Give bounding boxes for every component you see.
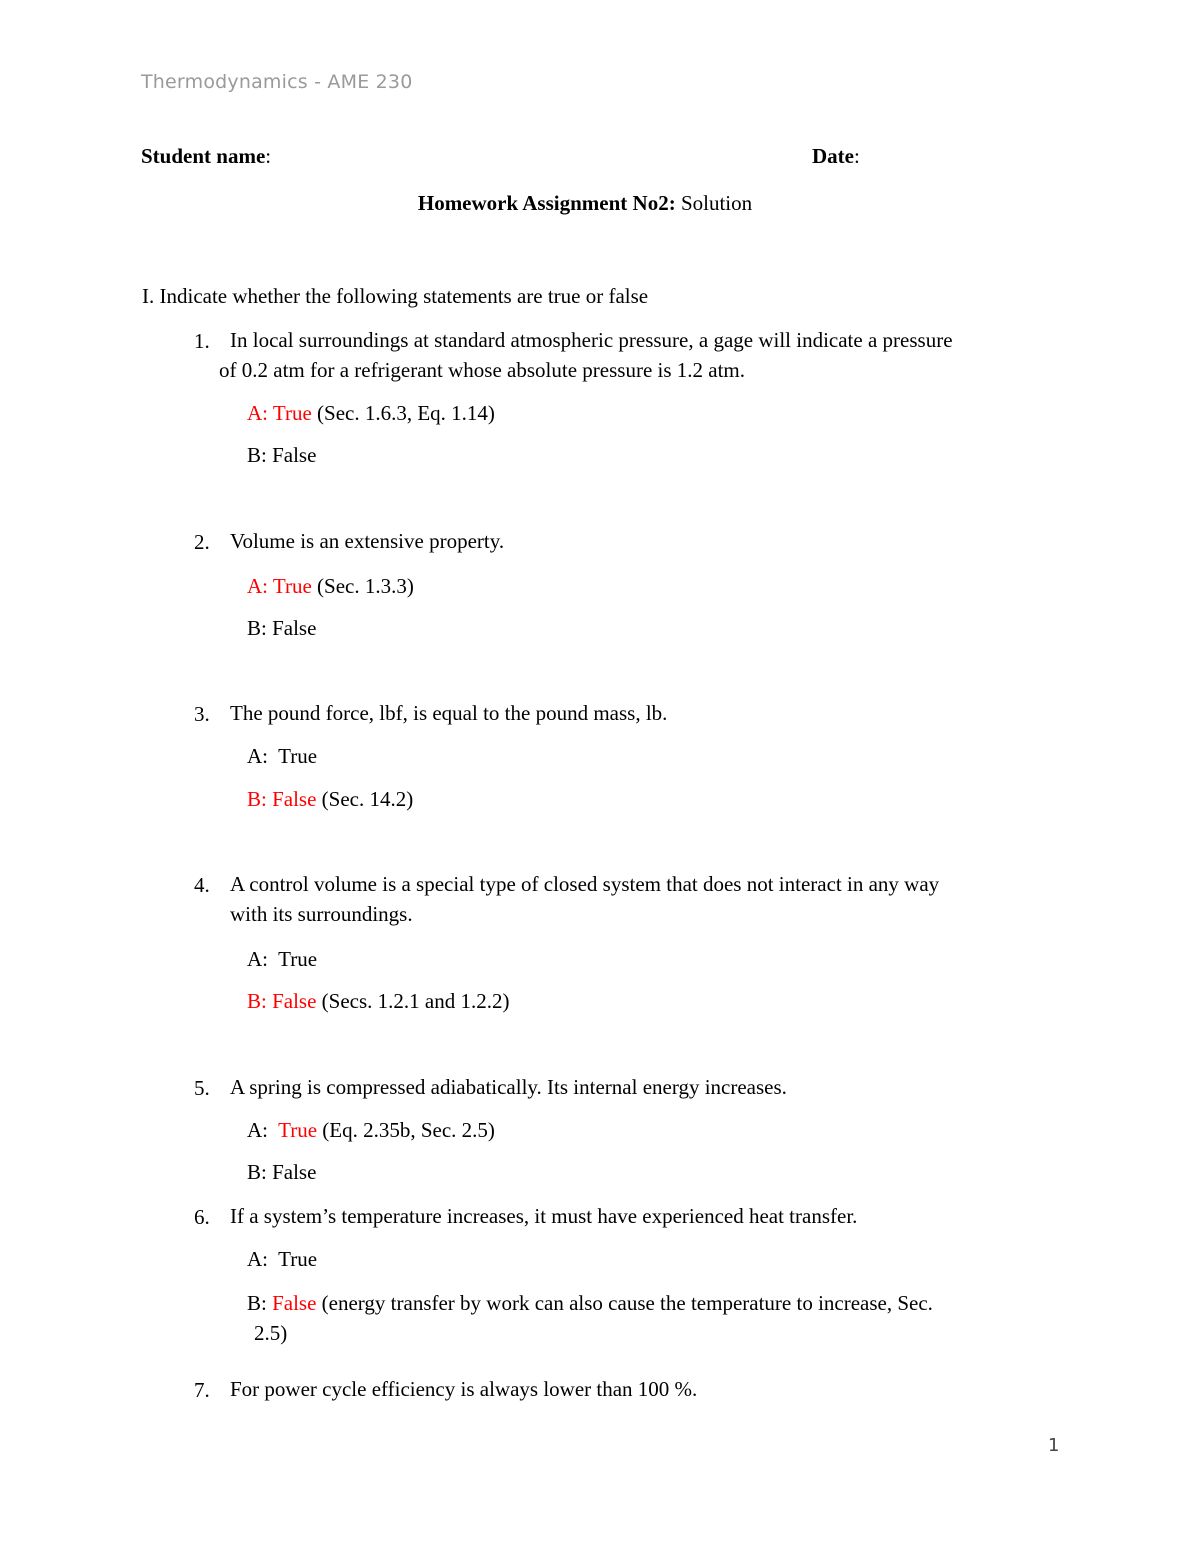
question-number: 6. [194, 1205, 210, 1229]
reference: (Eq. 2.35b, Sec. 2.5) [317, 1118, 495, 1142]
question-number: 5. [194, 1076, 210, 1100]
option-label: A: [247, 744, 268, 768]
reference: (Secs. 1.2.1 and 1.2.2) [316, 989, 510, 1013]
question-text: In local surroundings at standard atmospheric pressure, a gage will indicate a pressure [230, 328, 953, 352]
date-label: Date [812, 144, 854, 168]
option-label: A: [247, 1118, 268, 1142]
option-label: A: [247, 1247, 268, 1271]
answer-value: True [268, 574, 312, 598]
question-text: If a system’s temperature increases, it must have experienced heat transfer. [230, 1204, 858, 1228]
reference: (energy transfer by work can also cause the temperature to increase, Sec. [316, 1291, 933, 1315]
option-label: B: [247, 443, 267, 467]
answer-value: True [268, 1247, 318, 1271]
option-a [247, 401, 495, 426]
reference: (Sec. 14.2) [316, 787, 414, 811]
student-name-label: Student name [141, 144, 266, 168]
title-rest: Solution [675, 191, 753, 215]
option-b [247, 787, 413, 812]
answer-value: False [266, 1160, 317, 1184]
date-field [812, 144, 860, 169]
page-header: Thermodynamics - AME 230 [141, 71, 413, 93]
answer-value: False [266, 616, 317, 640]
option-b [247, 1291, 933, 1316]
question-number: 1. [194, 329, 210, 353]
option-label: B: [247, 787, 267, 811]
option-label: A: [247, 574, 268, 598]
question-number: 7. [194, 1378, 210, 1402]
question-text: A spring is compressed adiabatically. Its internal energy increases. [230, 1075, 787, 1099]
option-b [247, 616, 316, 641]
answer-value: False [266, 989, 317, 1013]
option-label: B: [247, 989, 267, 1013]
student-name-field [141, 144, 271, 169]
page-number: 1 [1048, 1435, 1060, 1456]
option-label: B: [247, 1160, 267, 1184]
question-text: The pound force, lbf, is equal to the pound mass, lb. [230, 701, 668, 725]
title-bold: Homework Assignment No2: [417, 191, 676, 215]
question-text: For power cycle efficiency is always lower than 100 %. [230, 1377, 698, 1401]
option-b [247, 989, 509, 1014]
reference-continued: 2.5) [254, 1321, 288, 1345]
answer-value: True [268, 744, 318, 768]
answer-value: False [266, 1291, 317, 1315]
question-text: Volume is an extensive property. [230, 529, 505, 553]
answer-value: False [266, 443, 317, 467]
option-label: B: [247, 616, 267, 640]
answer-value: True [268, 947, 318, 971]
question-text: of 0.2 atm for a refrigerant whose absolute pressure is 1.2 atm. [219, 358, 746, 382]
option-a [247, 1247, 317, 1272]
option-a [247, 744, 317, 769]
page-title [0, 191, 1170, 216]
reference: (Sec. 1.3.3) [311, 574, 414, 598]
section-heading: I. Indicate whether the following statements are true or false [142, 284, 649, 308]
option-label: A: [247, 947, 268, 971]
question-number: 4. [194, 873, 210, 897]
colon: : [265, 144, 272, 168]
question-number: 2. [194, 530, 210, 554]
question-text: with its surroundings. [230, 902, 413, 926]
answer-value: True [268, 401, 312, 425]
reference: (Sec. 1.6.3, Eq. 1.14) [311, 401, 495, 425]
option-b [247, 1160, 316, 1185]
option-a [247, 574, 414, 599]
option-a [247, 1118, 495, 1143]
answer-value: False [266, 787, 317, 811]
answer-value: True [268, 1118, 318, 1142]
option-a [247, 947, 317, 972]
colon: : [853, 144, 860, 168]
option-label: A: [247, 401, 268, 425]
option-b [247, 443, 316, 468]
option-label: B: [247, 1291, 267, 1315]
question-number: 3. [194, 702, 210, 726]
question-text: A control volume is a special type of closed system that does not interact in any way [230, 872, 940, 896]
